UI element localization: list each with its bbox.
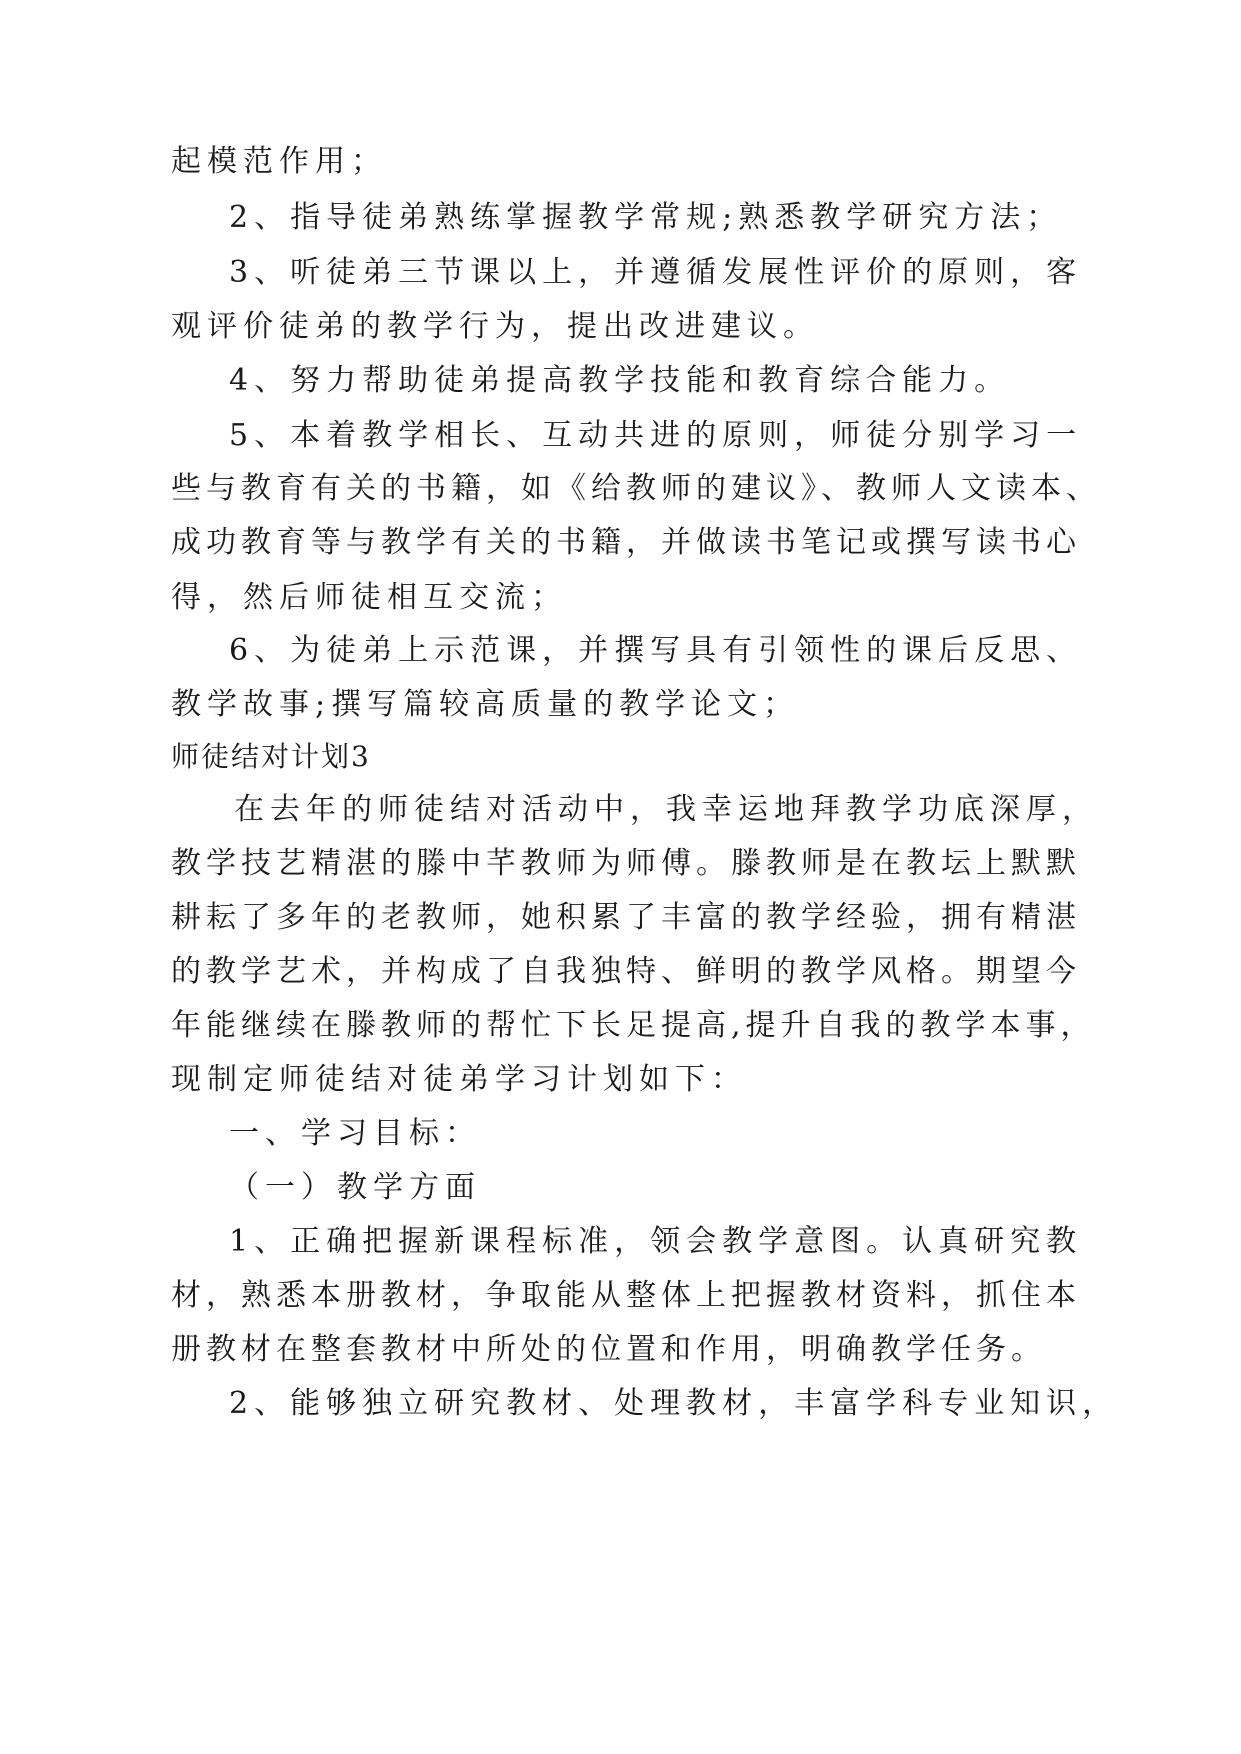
text-line: 得，然后师徒相互交流； <box>171 580 567 615</box>
text-line: 1、正确把握新课程标准，领会教学意图。认真研究教 <box>229 1224 1083 1259</box>
text-line: 现制定师徒结对徒弟学习计划如下： <box>171 1062 747 1097</box>
text-line: 年能继续在滕教师的帮忙下长足提高,提升自我的教学本事， <box>171 1008 1096 1043</box>
text-line: 教学故事;撰写篇较高质量的教学论文； <box>171 687 800 722</box>
text-line: 3、听徒弟三节课以上，并遵循发展性评价的原则，客 <box>229 255 1083 290</box>
text-line: 成功教育等与教学有关的书籍，并做读书笔记或撰写读书心 <box>171 525 1081 560</box>
text-line: 耕耘了多年的老教师，她积累了丰富的教学经验，拥有精湛 <box>171 900 1081 935</box>
text-line: 些与教育有关的书籍，如《给教师的建议》、教师人文读本、 <box>171 471 1101 506</box>
text-line: （一）教学方面 <box>229 1170 481 1205</box>
text-line: 4、努力帮助徒弟提高教学技能和教育综合能力。 <box>229 363 1011 398</box>
text-line: 材，熟悉本册教材，争取能从整体上把握教材资料，抓住本 <box>171 1278 1081 1313</box>
text-line: 起模范作用； <box>171 144 387 179</box>
text-line: 教学技艺精湛的滕中芊教师为师傅。滕教师是在教坛上默默 <box>171 846 1081 881</box>
text-line: 2、能够独立研究教材、处理教材，丰富学科专业知识， <box>229 1386 1119 1421</box>
text-line: 6、为徒弟上示范课，并撰写具有引领性的课后反思、 <box>229 633 1083 668</box>
text-line: 在去年的师徒结对活动中，我幸运地拜教学功底深厚， <box>234 792 1098 827</box>
text-line: 册教材在整套教材中所处的位置和作用，明确教学任务。 <box>171 1332 1046 1367</box>
text-line: 2、指导徒弟熟练掌握教学常规;熟悉教学研究方法； <box>229 200 1063 235</box>
text-line: 观评价徒弟的教学行为，提出改进建议。 <box>171 309 819 344</box>
section-heading: 师徒结对计划3 <box>171 740 371 773</box>
text-line: 5、本着教学相长、互动共进的原则，师徒分别学习一 <box>229 418 1083 453</box>
text-line: 的教学艺术，并构成了自我独特、鲜明的教学风格。期望今 <box>171 954 1081 989</box>
text-line: 一、学习目标： <box>229 1116 481 1151</box>
